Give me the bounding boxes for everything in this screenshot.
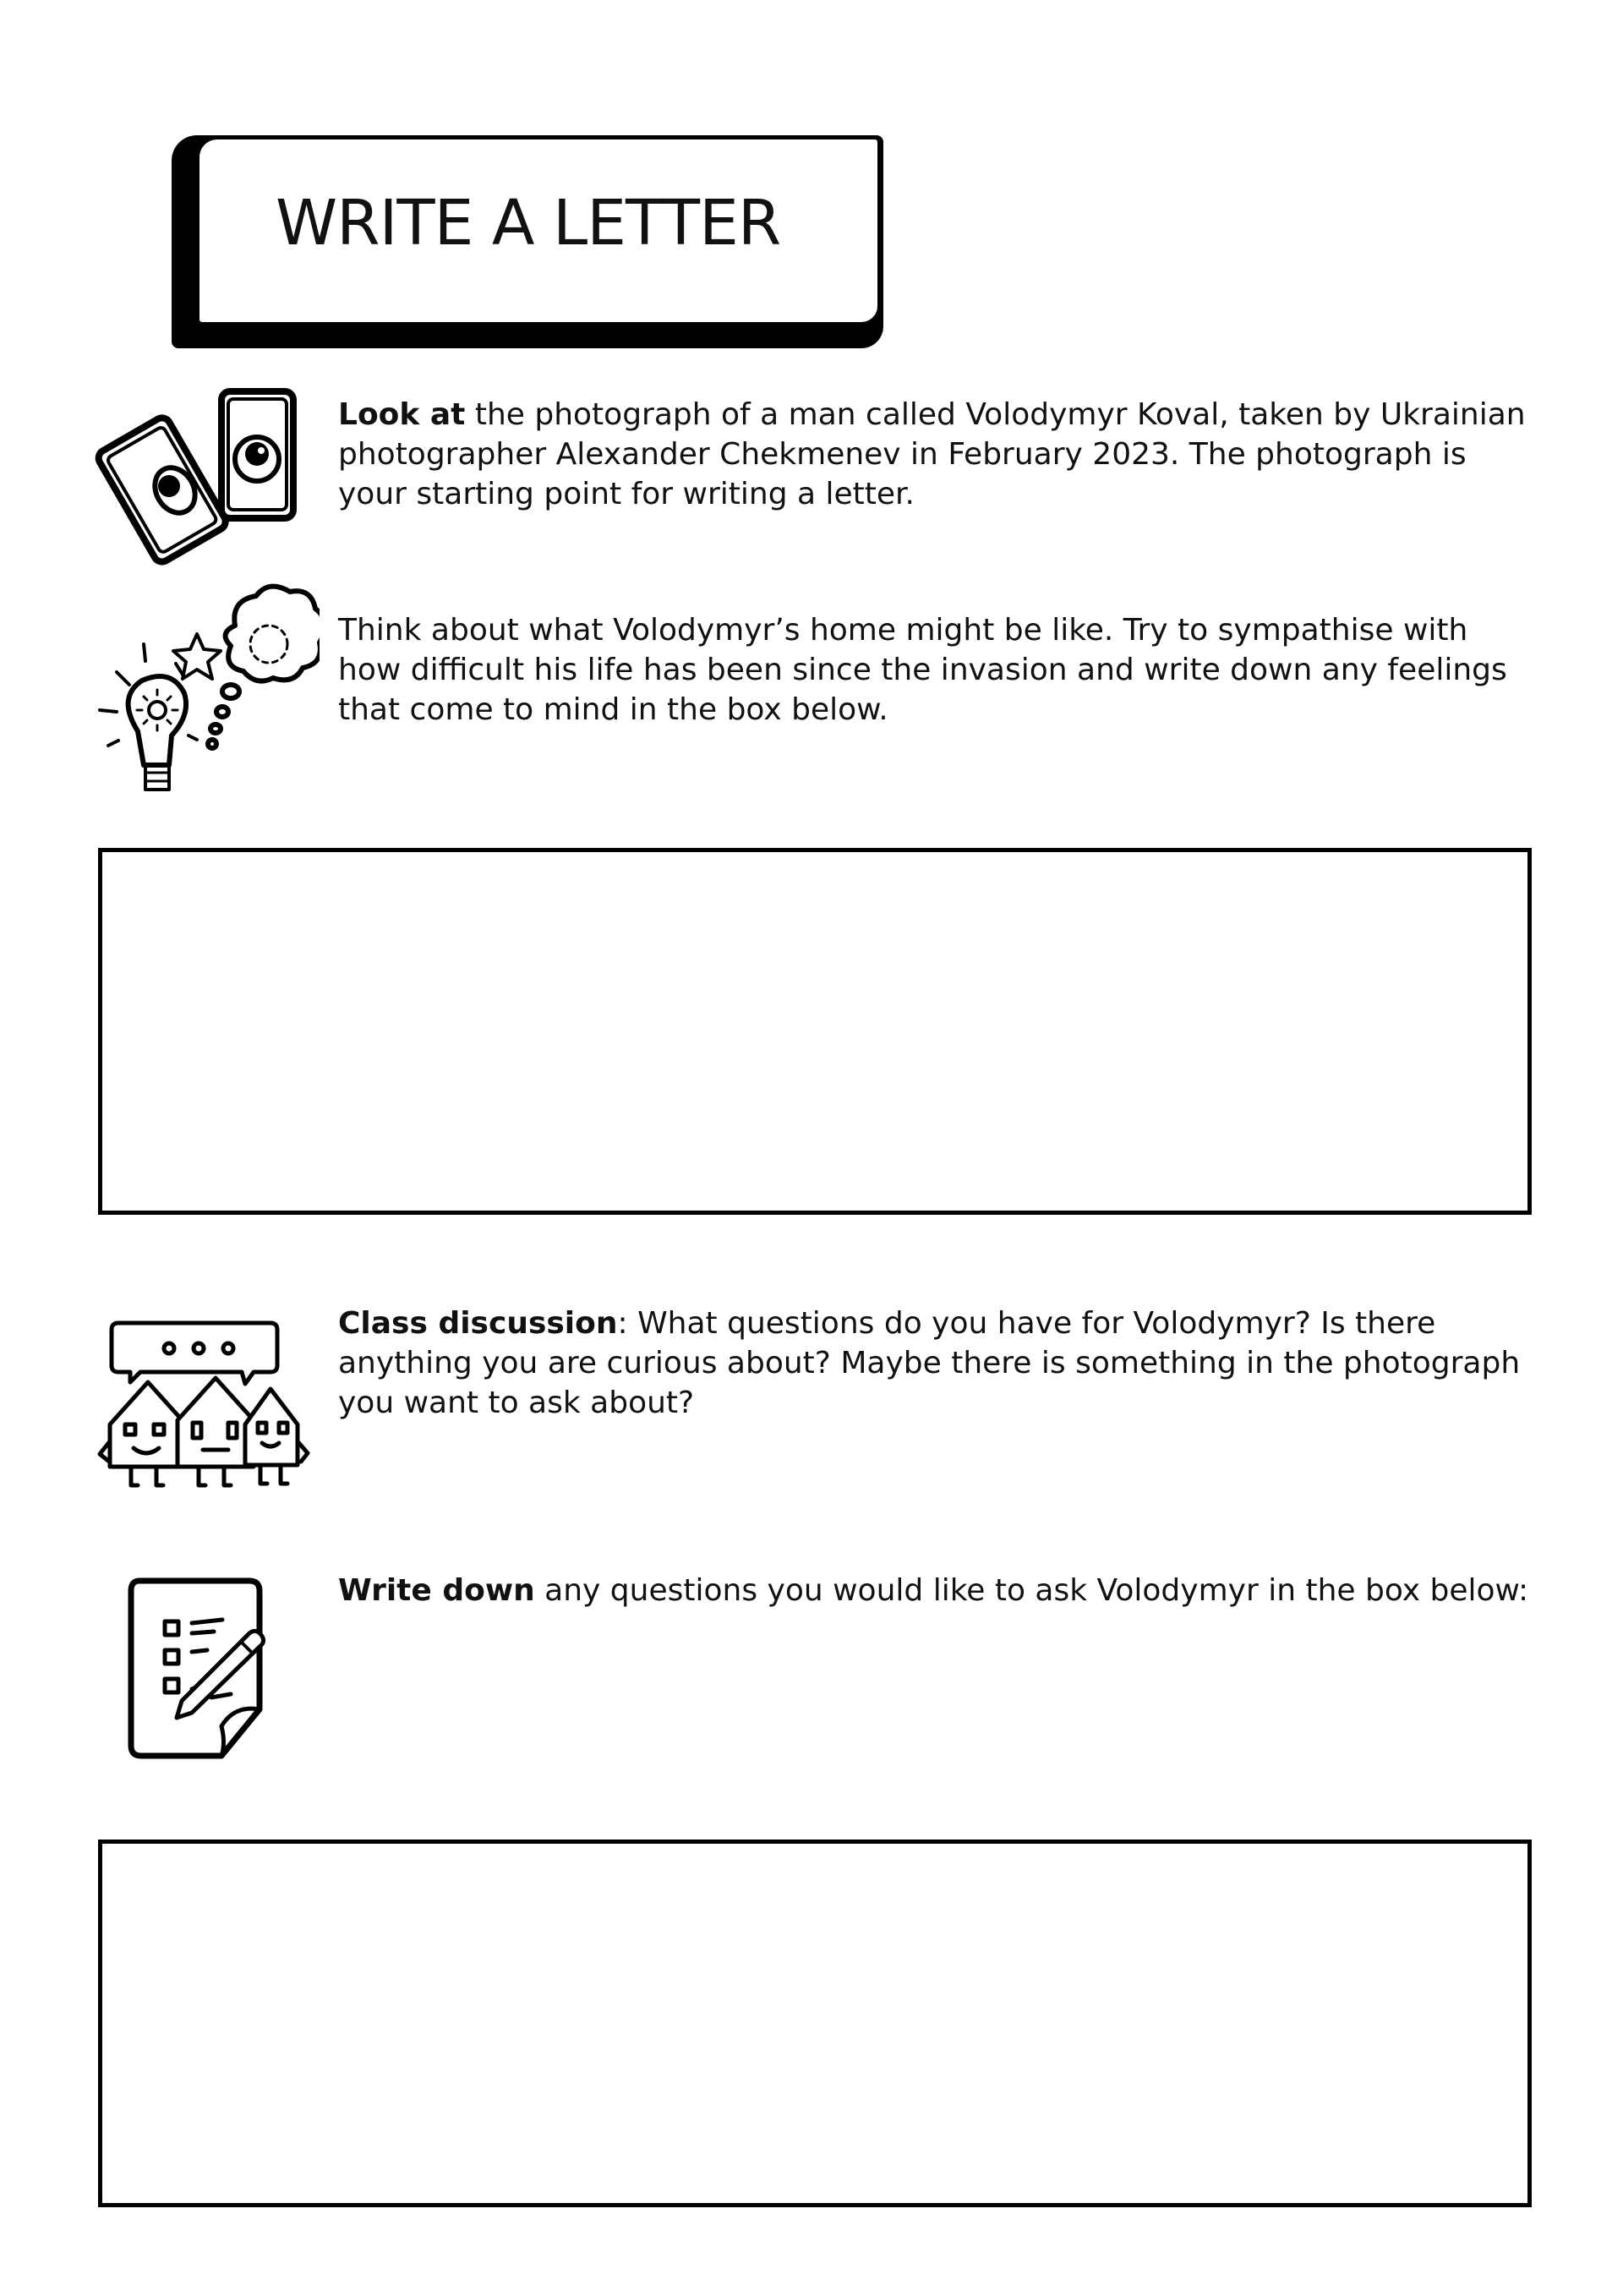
photo-cards-icon: [95, 385, 306, 571]
section-class-discussion: [338, 1304, 1530, 1423]
section-write-down: [338, 1571, 1530, 1610]
page-title: WRITE A LETTER: [276, 187, 781, 260]
feelings-answer-box[interactable]: [98, 848, 1532, 1215]
section-look-at: [338, 395, 1530, 514]
section-write-down-text: any questions you would like to ask Volodymyr in the box below:: [534, 1573, 1529, 1608]
section-look-at-text: the photograph of a man called Volodymyr Koval, taken by Ukrainian photographer Alexander Chekmenev in February 2023. The photograph is your starting point for writing a letter.: [338, 397, 1526, 511]
section-look-at-bold: Look at: [338, 397, 466, 432]
title-box: [197, 137, 880, 325]
section-think-about: [338, 610, 1530, 730]
title-banner: [172, 135, 883, 348]
lightbulb-thought-icon: [91, 583, 320, 803]
section-think-about-text: Think about what Volodymyr’s home might be like. Try to sympathise with how difficult his life has been since the invasion and write down any feelings that come to mind in the box below.: [338, 613, 1507, 727]
section-write-down-bold: Write down: [338, 1573, 535, 1608]
section-class-discussion-bold: Class discussion: [338, 1306, 618, 1341]
checklist-pencil-icon: [123, 1572, 283, 1767]
section-class-discussion-text: : What questions do you have for Volodymyr? Is there anything you are curious about? Maybe there is something in the photograph you want to ask about?: [338, 1306, 1521, 1420]
questions-answer-box[interactable]: [98, 1840, 1532, 2207]
house-characters-icon: [93, 1315, 313, 1505]
